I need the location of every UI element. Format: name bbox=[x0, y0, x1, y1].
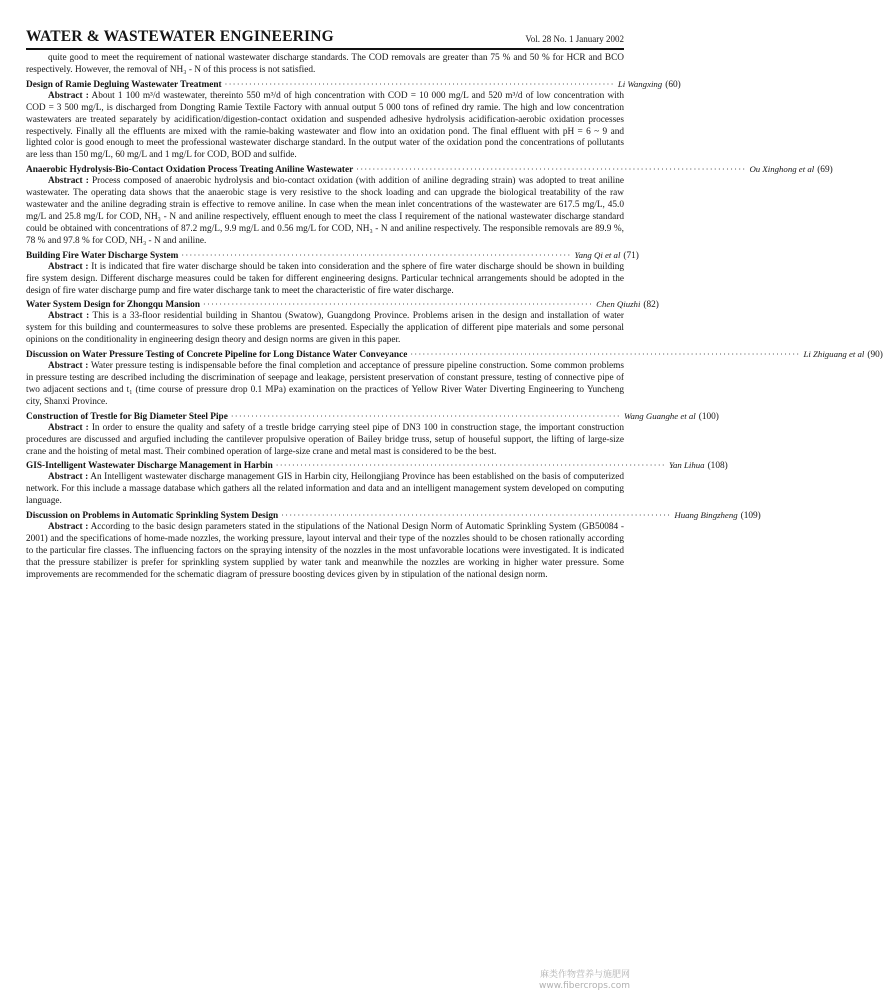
article-entry bbox=[26, 163, 833, 247]
article-entry bbox=[26, 78, 681, 162]
abstract-label: Abstract : bbox=[48, 422, 89, 433]
article-abstract bbox=[26, 522, 624, 582]
article-page: (82) bbox=[643, 300, 659, 311]
article-title-line bbox=[26, 410, 719, 423]
article-author: Chen Qiuzhi bbox=[596, 299, 641, 310]
article-entry bbox=[26, 459, 728, 508]
article-title: Discussion on Problems in Automatic Sprinkling System Design bbox=[26, 511, 279, 522]
abstract-text: Process composed of anaerobic hydrolysis and bio-contact oxidation (with addition of aniline degrading strain) was adopted to treat aniline wastewater. The operating data shows that the anaerobic stage is very resistive to the shock loading and can upgrade the biological treatability of the raw wastewater and the aniline degrading strain is effective to remove aniline. In case when the mean inlet concentrations of the wastewater are 617.5 mg/L, 45.0 mg/L and 25.8 mg/L for COD, NH₃ - N and aniline respectively, effluent enough to meet the class I requirement of the national wastewater discharge standard could be obtained with concentrations of 87.2 mg/L, 9.9 mg/L and 0.56 mg/L for COD, NH₃ - N and aniline respectively. The responsible removals are 89.9 %, 78 % and 97.8 % for COD, NH₃ - N and aniline. bbox=[26, 176, 625, 246]
journal-title: WATER & WASTEWATER ENGINEERING bbox=[26, 28, 334, 45]
abstract-label: Abstract : bbox=[48, 522, 89, 533]
article-author: Li Wangxing bbox=[617, 78, 663, 89]
abstract-label: Abstract : bbox=[48, 90, 89, 101]
article-title-line bbox=[26, 298, 659, 311]
running-header bbox=[26, 22, 624, 50]
leader-dots: ································································································ bbox=[410, 350, 801, 360]
leader-dots: ································································································ bbox=[224, 79, 615, 89]
article-title-line bbox=[26, 459, 728, 472]
article-author: Yan Lihua bbox=[668, 460, 705, 471]
abstract-text: According to the basic design parameters stated in the stipulations of the National Design Norm of Automatic Sprinkling System (GB50084 - 2001) and the specifications of home-made nozzles, the working pressure, layout interval and their type of the nozzles should to be chosen rationally according to the particular fire classes. The influencing factors on the spraying intensity of the nozzles in the most unfavorable locations were investigated. It is indicated that the pressure stabilizer is prefer for sprinkling system supplied by water tank and meanwhile the nozzles are working in higher water pressure. Some improvements are recommended for the schematic diagram of pressure boosting devices given by in stipulation of the national design norm. bbox=[26, 522, 624, 580]
article-author: Wang Guanghe et al bbox=[623, 410, 696, 421]
leader-dots: ································································································ bbox=[203, 300, 594, 310]
article-title: Design of Ramie Degluing Wastewater Treatment bbox=[26, 79, 222, 90]
article-entry bbox=[26, 410, 719, 459]
article-title-line bbox=[26, 78, 681, 91]
abstract-label: Abstract : bbox=[48, 311, 90, 322]
watermark-line-1: 麻类作物营养与施肥网 bbox=[539, 970, 630, 980]
article-title: Water System Design for Zhongqu Mansion bbox=[26, 300, 200, 311]
article-page: (71) bbox=[623, 250, 639, 261]
article-entry bbox=[26, 298, 659, 347]
article-author: Yang Qi et al bbox=[574, 249, 621, 260]
article-page: (100) bbox=[698, 411, 719, 422]
article-abstract bbox=[26, 423, 624, 459]
article-abstract bbox=[26, 311, 624, 347]
article-title-line bbox=[26, 509, 761, 522]
continued-abstract bbox=[26, 53, 624, 77]
article-title: Discussion on Water Pressure Testing of Concrete Pipeline for Long Distance Water Conveyance bbox=[26, 350, 408, 361]
leader-dots: ································································································ bbox=[181, 250, 572, 260]
article-title: GIS-Intelligent Wastewater Discharge Management in Harbin bbox=[26, 461, 273, 472]
site-watermark bbox=[539, 970, 630, 992]
article-page: (60) bbox=[665, 79, 681, 90]
article-page: (90) bbox=[867, 350, 883, 361]
article-page: (69) bbox=[817, 165, 833, 176]
watermark-line-2: www.fibercrops.com bbox=[539, 981, 630, 991]
article-title-line bbox=[26, 249, 639, 262]
article-title-line bbox=[26, 163, 833, 176]
abstract-label: Abstract : bbox=[48, 261, 89, 272]
abstract-text: It is indicated that fire water discharge should be taken into consideration and the sphere of fire water discharge should be shown in building fire system design. Different discharge measures could be taken for different engineering designs. Particular technical arrangements should be adopted in the design of fire water discharge pump and fire water discharge tank to meet the characteristic of fire water discharge. bbox=[26, 261, 624, 296]
article-page: (108) bbox=[707, 461, 728, 472]
abstract-label: Abstract : bbox=[48, 472, 89, 483]
article-abstract bbox=[26, 472, 624, 508]
article-entry bbox=[26, 249, 639, 298]
leader-dots: ································································································ bbox=[275, 461, 666, 471]
article-title: Construction of Trestle for Big Diameter Steel Pipe bbox=[26, 411, 228, 422]
abstract-text: In order to ensure the quality and safety of a trestle bridge carrying steel pipe of DN3 100 in construction stage, the important construction procedures are discussed and argufied including the cantilever propulsive operation of Bailey bridge truss, setup of houseful support, the lifting of large-size crane and the hoisting of metal mast. Their combined operation of large-size crane and metal mast is considered to be the best. bbox=[26, 422, 624, 457]
article-title-line bbox=[26, 348, 883, 361]
leader-dots: ································································································ bbox=[230, 411, 621, 421]
leader-dots: ································································································ bbox=[281, 511, 672, 521]
abstract-text: Water pressure testing is indispensable before the final completion and acceptance of pressure pipeline construction. Some common problems in pressure testing are described including the discrimination of seepage and leakage, persistent preservation of constant pressure, testing of connective pipe of two adjacent sections and t₁ (time course of pressure drop 0.1 MPa) examination on the practices of Yellow River Water Diverting Engineering to Yuncheng city, Shanxi Province. bbox=[26, 361, 624, 407]
article-author: Ou Xinghong et al bbox=[749, 164, 815, 175]
abstract-text: This is a 33-floor residential building in Shantou (Swatow), Guangdong Province. Problems arisen in the design and installation of water system for this building and countermeasures to solve these problems are presented. Especially the application of different pipe materials and some personal opinions on the conditionality in engineering design theory and design norms are given in this paper. bbox=[26, 311, 625, 346]
issue-info: Vol. 28 No. 1 January 2002 bbox=[525, 34, 624, 44]
article-entry bbox=[26, 348, 883, 409]
article-list bbox=[26, 78, 883, 582]
article-abstract bbox=[26, 91, 624, 162]
article-author: Huang Bingzheng bbox=[674, 510, 738, 521]
article-page: (109) bbox=[740, 511, 761, 522]
article-entry bbox=[26, 509, 761, 582]
abstract-text: About 1 100 m³/d wastewater, thereinto 550 m³/d of high concentration with COD = 10 000 mg/L and 520 m³/d of low concentration with COD = 3 500 mg/L, is discharged from Dongting Ramie Textile Factory with annual output 5 000 tons of refined dry ramie. The high and low concentration wastewaters are treated separately by acidification/digestion-contact oxidation and suspended adhesive hydrolysis acidification-aerobic oxidation processes respectively. Finally all the effluents are mixed with the ramie-baking wastewater and flow into an oxidation pond. The final effluent with pH = 6 ~ 9 and lighted color is good enough to meet the professional wastewater discharge standard. In the output water of the oxidation pond the concentrations of pollutants are less than 150 mg/L, 60 mg/L and 1 mg/L for COD, BOD and sulfide. bbox=[26, 90, 625, 161]
article-abstract bbox=[26, 361, 624, 409]
abstract-label: Abstract : bbox=[48, 176, 89, 187]
article-title: Anaerobic Hydrolysis-Bio-Contact Oxidation Process Treating Aniline Wastewater bbox=[26, 165, 354, 176]
continued-abstract-text: quite good to meet the requirement of national wastewater discharge standards. The COD removals are greater than 75 % and 50 % for HCR and BCO respectively. However, the removal of NH₃ - N of this process is not satisfied. bbox=[26, 53, 624, 75]
article-title: Building Fire Water Discharge System bbox=[26, 250, 179, 261]
abstract-label: Abstract : bbox=[48, 361, 89, 372]
leader-dots: ································································································ bbox=[356, 165, 747, 175]
article-abstract bbox=[26, 176, 624, 247]
article-author: Li Zhiguang et al bbox=[803, 349, 865, 360]
abstract-text: An Intelligent wastewater discharge management GIS in Harbin city, Heilongjiang Province has been established on the basis of computerized network. For this include a massage database which gathers all the related information and data and an intelligent management system developed on computing language. bbox=[26, 472, 624, 507]
journal-page bbox=[26, 22, 883, 952]
article-abstract bbox=[26, 262, 624, 298]
